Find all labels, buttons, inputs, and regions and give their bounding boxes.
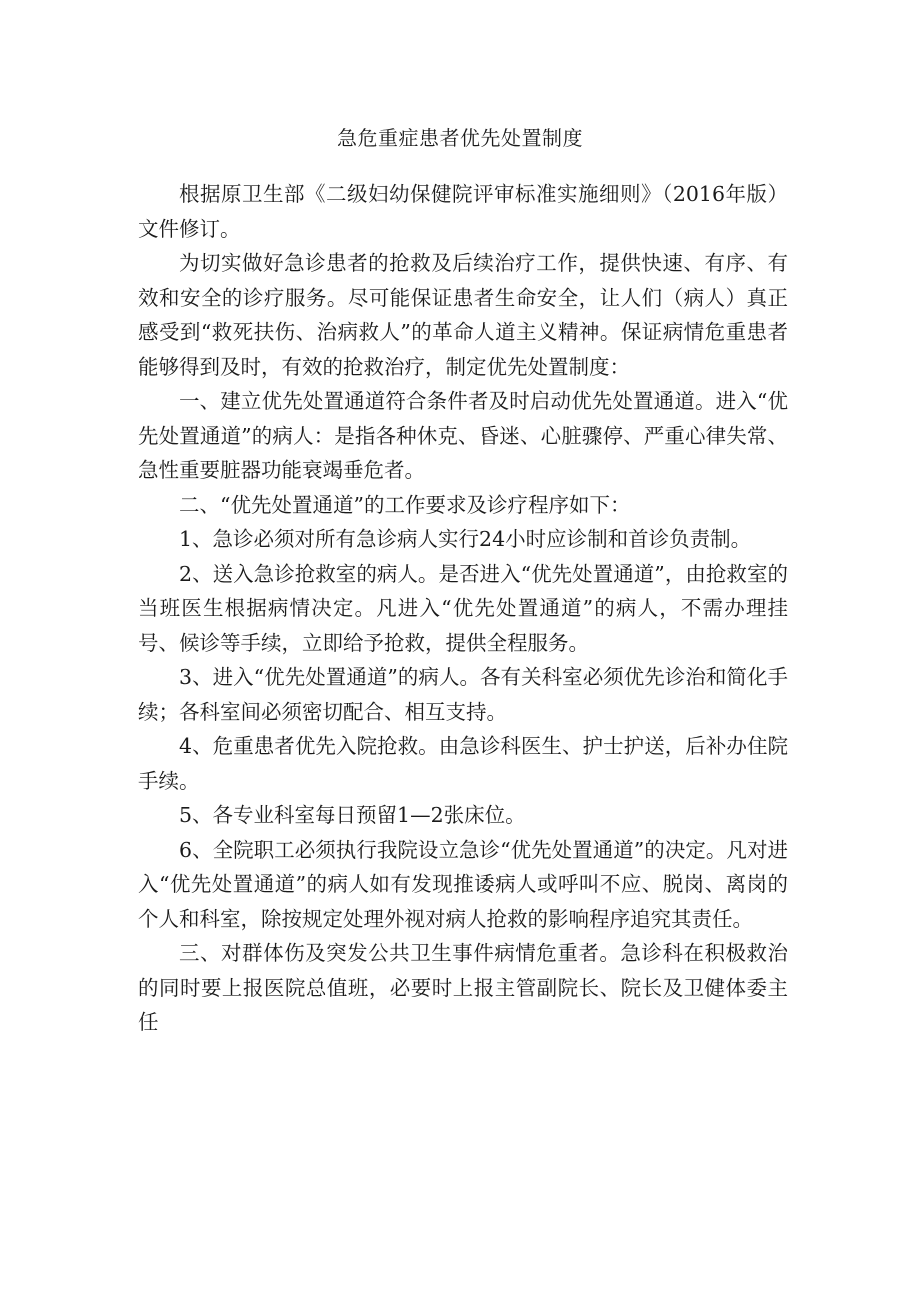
paragraph-item-3: 3、进入“优先处置通道”的病人。各有关科室必须优先诊治和简化手续；各科室间必须密切配合、相互支持。 [138, 665, 788, 724]
paragraph-item-2: 2、送入急诊抢救室的病人。是否进入“优先处置通道”，由抢救室的当班医生根据病情决定。凡进入“优先处置通道”的病人，不需办理挂号、候诊等手续，立即给予抢救，提供全程服务。 [138, 561, 788, 655]
document-title: 急危重症患者优先处置制度 [337, 126, 583, 150]
paragraph-item-6: 6、全院职工必须执行我院设立急诊“优先处置通道”的决定。凡对进入“优先处置通道”的病人如有发现推诿病人或呼叫不应、脱岗、离岗的个人和科室，除按规定处理外视对病人抢救的影响程序追究其责任。 [138, 837, 788, 931]
document-body [138, 177, 788, 1040]
paragraph-section-two: 二、“优先处置通道”的工作要求及诊疗程序如下： [179, 492, 631, 517]
paragraph-basis: 根据原卫生部《二级妇幼保健院评审标准实施细则》（2016年版）文件修订。 [138, 182, 788, 241]
paragraph-section-one: 一、建立优先处置通道符合条件者及时启动优先处置通道。进入“优先处置通道”的病人：是指各种休克、昏迷、心脏骤停、严重心律失常、急性重要脏器功能衰竭垂危者。 [138, 389, 788, 482]
paragraph-item-5: 5、各专业科室每日预留1—2张床位。 [179, 803, 526, 827]
paragraph-item-4: 4、危重患者优先入院抢救。由急诊科医生、护士护送，后补办住院手续。 [138, 734, 788, 793]
paragraph-item-1: 1、急诊必须对所有急诊病人实行24小时应诊制和首诊负责制。 [179, 527, 752, 551]
paragraph-section-three: 三、对群体伤及突发公共卫生事件病情危重者。急诊科在积极救治的同时要上报医院总值班，必要时上报主管副院长、院长及卫健体委主任 [138, 941, 788, 1034]
paragraph-purpose: 为切实做好急诊患者的抢救及后续治疗工作，提供快速、有序、有效和安全的诊疗服务。尽可能保证患者生命安全，让人们（病人）真正感受到“救死扶伤、治病救人”的革命人道主义精神。保证病情危重患者能够得到及时，有效的抢救治疗，制定优先处置制度： [138, 251, 788, 379]
